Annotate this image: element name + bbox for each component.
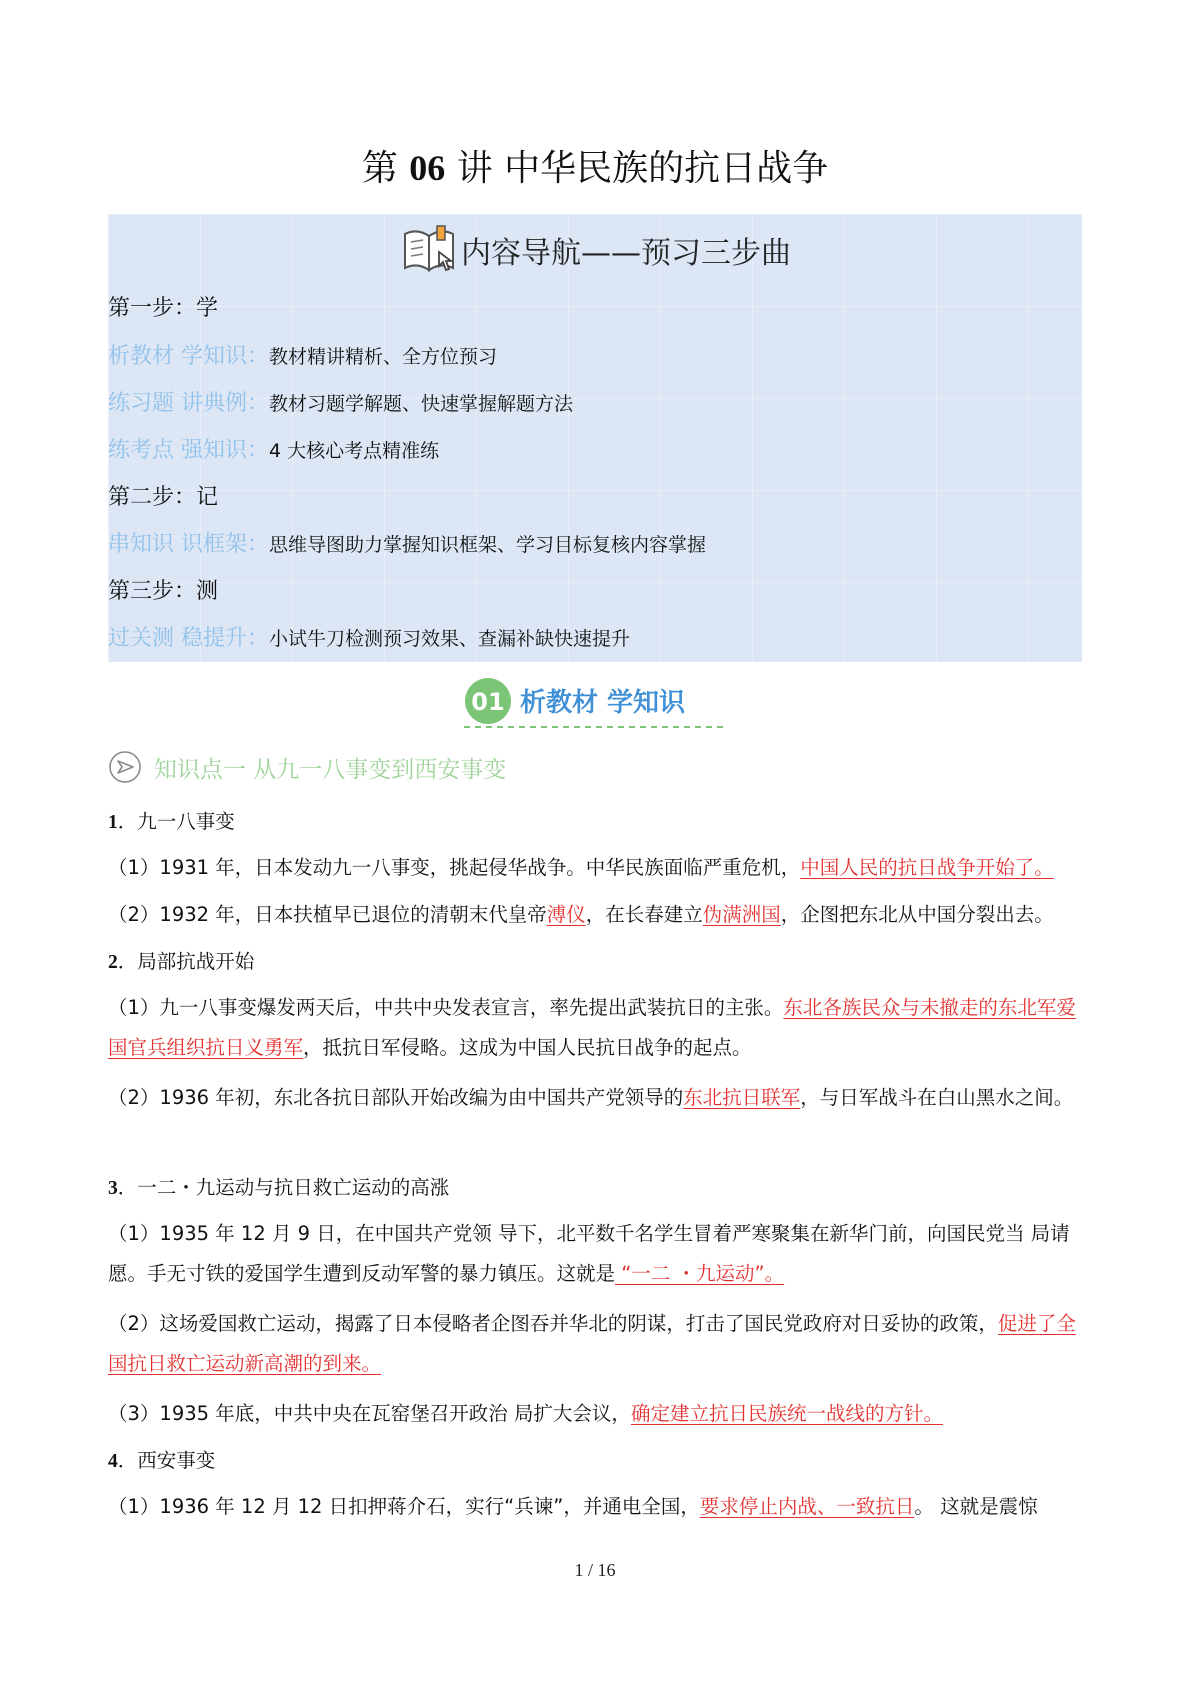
page-title: 第 06 讲 中华民族的抗日战争	[361, 148, 829, 189]
open-book-icon	[399, 222, 459, 278]
section-badge-text: 析教材 学知识	[520, 688, 686, 718]
arrow-circle-icon	[108, 750, 142, 784]
nav-step-1: 第一步：学	[108, 296, 219, 321]
paragraph-2-2: （2）1936 年初，东北各抗日部队开始改编为由中国共产党领导的东北抗日联军，与日军战斗在白山黑水之间。	[108, 1086, 1074, 1109]
paragraph-1-1: （1）1931 年，日本发动九一八事变，挑起侵华战争。中华民族面临严重危机，中国人民的抗日战争开始了。	[108, 856, 1054, 879]
nav-item-test: 过关测 稳提升：小试牛刀检测预习效果、查漏补缺快速提升	[108, 626, 631, 651]
section-badge	[462, 674, 732, 732]
content-navigation-box	[108, 214, 1082, 662]
heading-3: 3．一二・九运动与抗日救亡运动的高涨	[108, 1176, 450, 1199]
heading-2: 2．局部抗战开始	[108, 950, 255, 973]
paragraph-1-2: （2）1932 年，日本扶植早已退位的清朝末代皇帝溥仪，在长春建立伪满洲国，企图把东北从中国分裂出去。	[108, 903, 1054, 926]
paragraph-2-1: （1）九一八事变爆发两天后，中共中央发表宣言，率先提出武装抗日的主张。东北各族民众与未撤走的东北军爱国官兵组织抗日义勇军，抵抗日军侵略。这成为中国人民抗日战争的起点。	[108, 996, 1076, 1059]
nav-title: 内容导航——预习三步曲	[461, 236, 791, 271]
nav-title-row	[108, 222, 1082, 278]
nav-item-practice: 练习题 讲典例：教材习题学解题、快速掌握解题方法	[108, 391, 574, 416]
knowledge-point-title: 知识点一 从九一八事变到西安事变	[154, 756, 507, 783]
nav-item-exam-points: 练考点 强知识：4 大核心考点精准练	[108, 438, 440, 463]
page-number: 1 / 16	[574, 1560, 616, 1580]
nav-step-2: 第二步：记	[108, 485, 219, 510]
paragraph-3-3: （3）1935 年底，中共中央在瓦窑堡召开政治 局扩大会议，确定建立抗日民族统一战线的方针。	[108, 1402, 943, 1425]
knowledge-point-header	[108, 750, 506, 784]
paragraph-3-1: （1）1935 年 12 月 9 日，在中国共产党领 导下，北平数千名学生冒着严寒聚集在新华门前，向国民党当 局请愿。手无寸铁的爱国学生遭到反动军警的暴力镇压。这就是 “一二 ・九运动”。	[108, 1222, 1070, 1285]
nav-item-framework: 串知识 识框架：思维导图助力掌握知识框架、学习目标复核内容掌握	[108, 532, 707, 557]
nav-step-3: 第三步：测	[108, 579, 219, 604]
nav-item-analyze: 析教材 学知识：教材精讲精析、全方位预习	[108, 344, 498, 369]
heading-4: 4．西安事变	[108, 1449, 216, 1472]
heading-1: 1．九一八事变	[108, 810, 235, 833]
section-badge-number: 01	[471, 688, 505, 716]
paragraph-3-2: （2）这场爱国救亡运动，揭露了日本侵略者企图吞并华北的阴谋，打击了国民党政府对日妥协的政策，促进了全国抗日救亡运动新高潮的到来。	[108, 1312, 1076, 1375]
paragraph-4-1: （1）1936 年 12 月 12 日扣押蒋介石，实行“兵谏”，并通电全国，要求停止内战、一致抗日。 这就是震惊	[108, 1495, 1038, 1518]
